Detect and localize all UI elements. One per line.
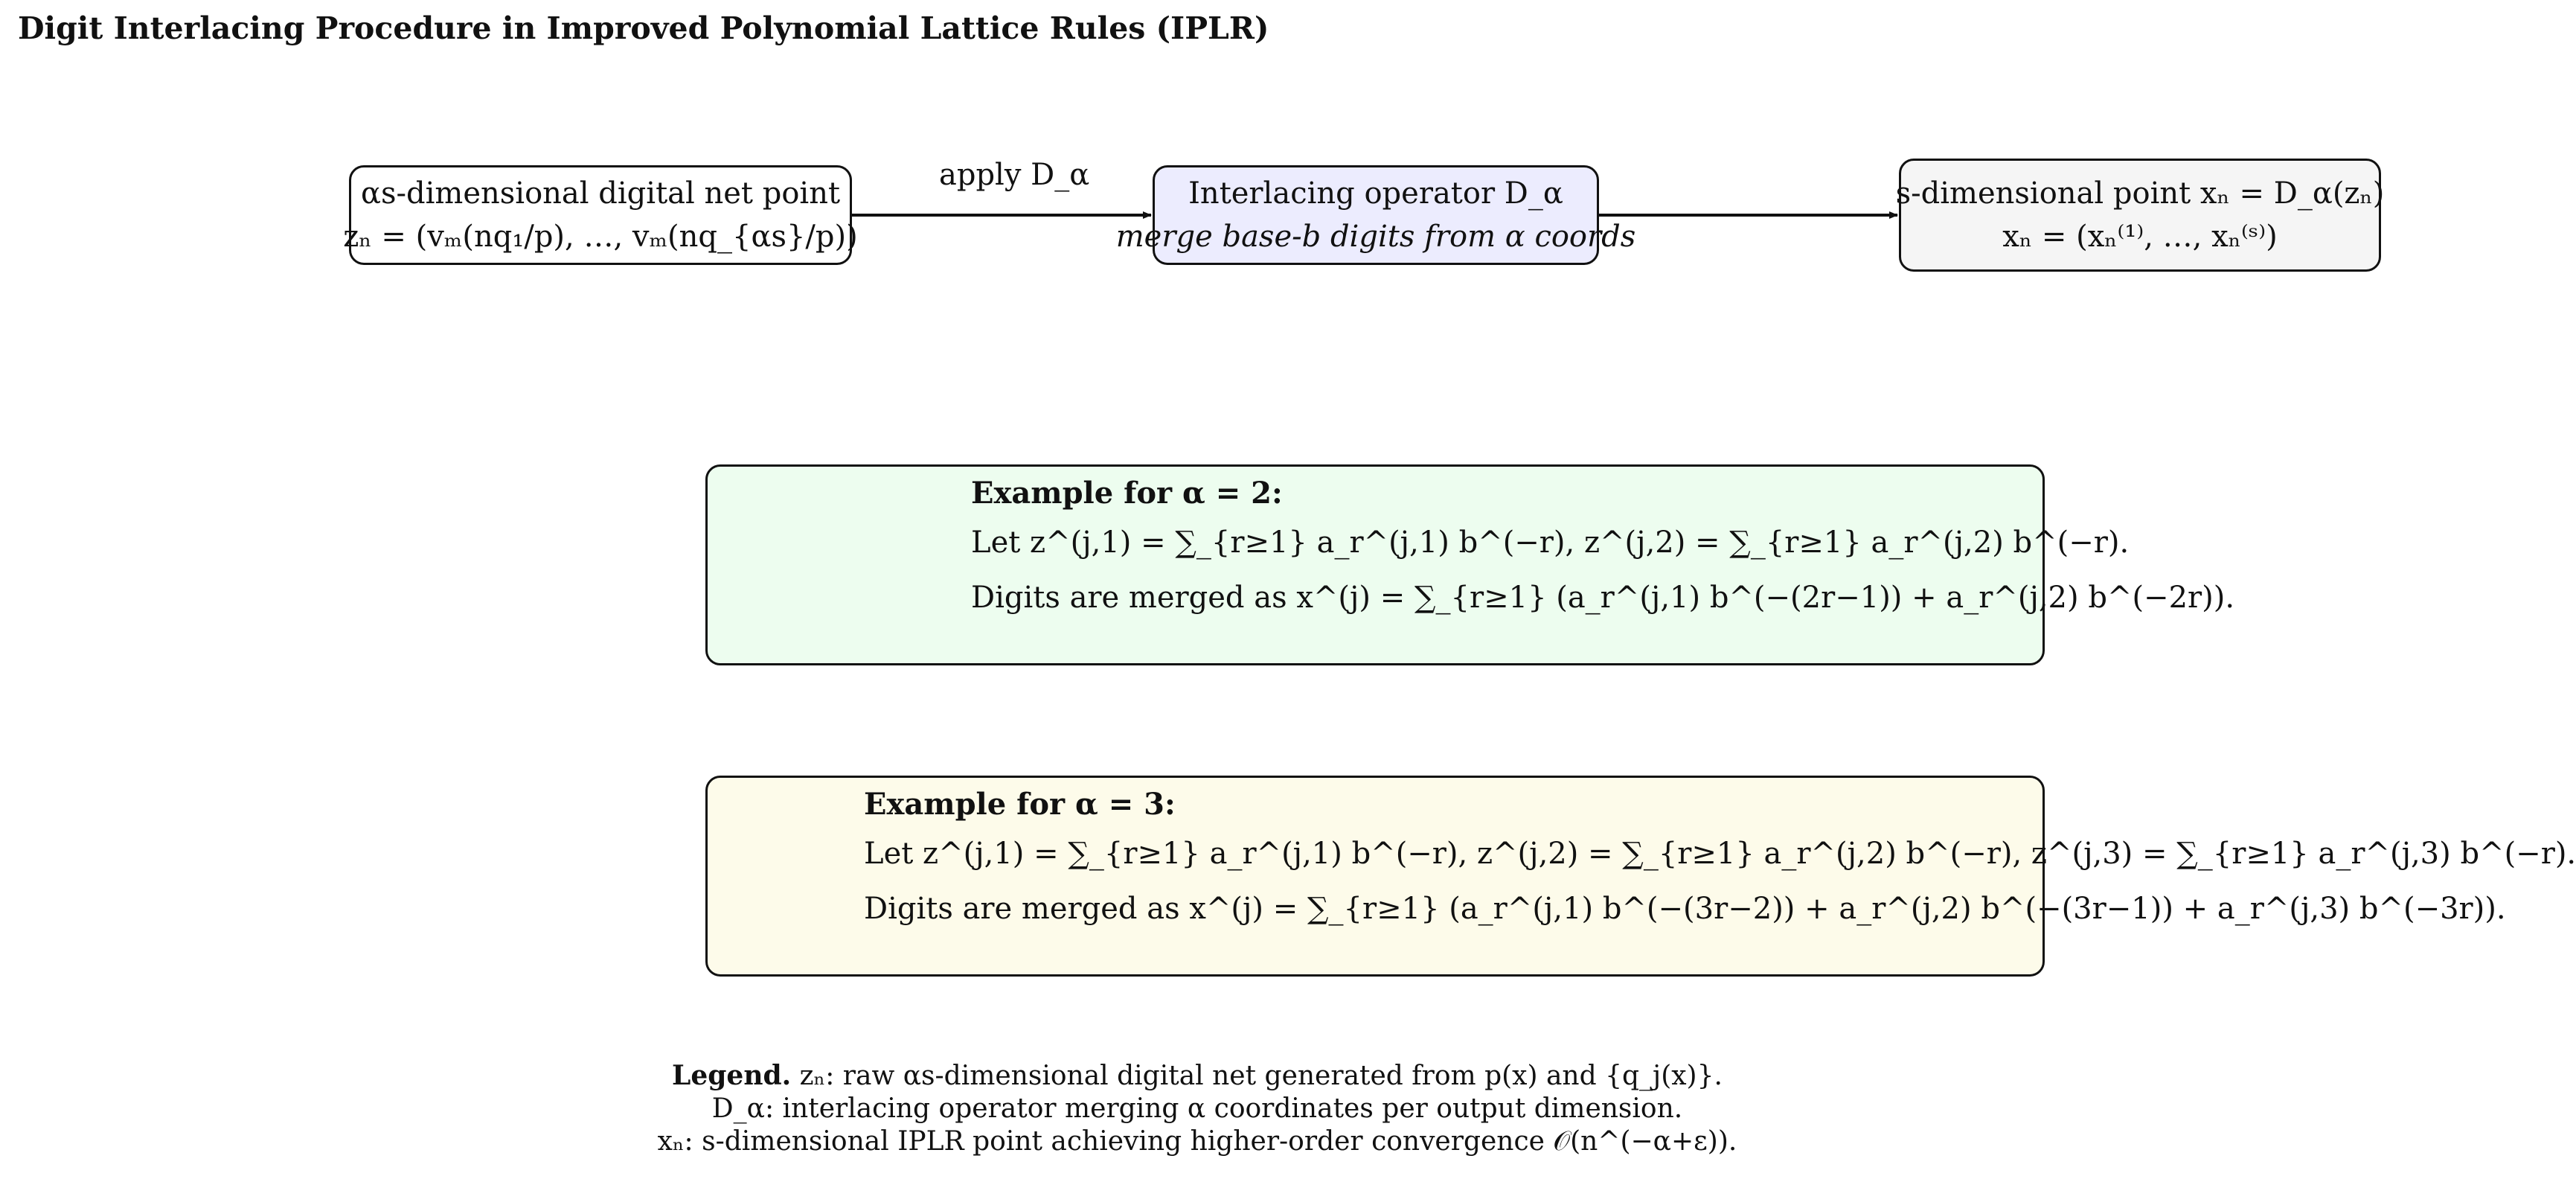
output-node [1895,159,2385,272]
legend-row-x: xₙ: s-dimensional IPLR point achieving higher-order convergence 𝒪(n^(−α+ε)). [657,1125,1737,1157]
example-alpha-3-heading: Example for α = 3: [864,787,1176,822]
example-alpha-3-box [705,776,2576,977]
interlacing-operator-node [1115,165,1636,265]
example-alpha-3-merge: Digits are merged as x^(j) = ∑_{r≥1} (a_r^(j,1) b^(−(3r−2)) + a_r^(j,2) b^(−(3r−1)) + a_r^(j,3) b^(−3r)). [864,892,2506,926]
output-node-formula: xₙ = (xₙ⁽¹⁾, …, xₙ⁽ˢ⁾) [2002,220,2278,254]
example-alpha-2-merge: Digits are merged as x^(j) = ∑_{r≥1} (a_r^(j,1) b^(−(2r−1)) + a_r^(j,2) b^(−2r)). [971,581,2235,615]
operator-node-title: Interlacing operator D_α [1188,176,1563,211]
example-alpha-2-box [705,464,2235,665]
output-node-title: s-dimensional point xₙ = D_α(zₙ) [1895,176,2385,211]
operator-node-subtitle: merge base-b digits from α coords [1115,220,1636,254]
example-alpha-2-heading: Example for α = 2: [971,476,1283,511]
input-node-formula: zₙ = (vₘ(nq₁/p), …, vₘ(nq_{αs}/p)) [343,220,858,254]
input-node [343,165,858,265]
input-node-title: αs-dimensional digital net point [360,176,841,211]
legend-row-d: D_α: interlacing operator merging α coordinates per output dimension. [711,1093,1683,1124]
legend [0,1060,2394,1158]
example-alpha-3-definition: Let z^(j,1) = ∑_{r≥1} a_r^(j,1) b^(−r), z^(j,2) = ∑_{r≥1} a_r^(j,2) b^(−r), z^(j,3) = ∑_{r≥1} a_r^(j,3) b^(−r). [864,837,2576,871]
legend-row-z [0,1060,2394,1093]
example-alpha-2-definition: Let z^(j,1) = ∑_{r≥1} a_r^(j,1) b^(−r), z^(j,2) = ∑_{r≥1} a_r^(j,2) b^(−r). [971,525,2130,560]
legend-z-text: zₙ: raw αs-dimensional digital net generated from p(x) and {q_j(x)}. [799,1061,1723,1091]
edge-label-apply: apply D_α [939,158,1090,192]
legend-heading: Legend. [672,1060,792,1091]
diagram-title: Digit Interlacing Procedure in Improved Polynomial Lattice Rules (IPLR) [18,10,1269,46]
